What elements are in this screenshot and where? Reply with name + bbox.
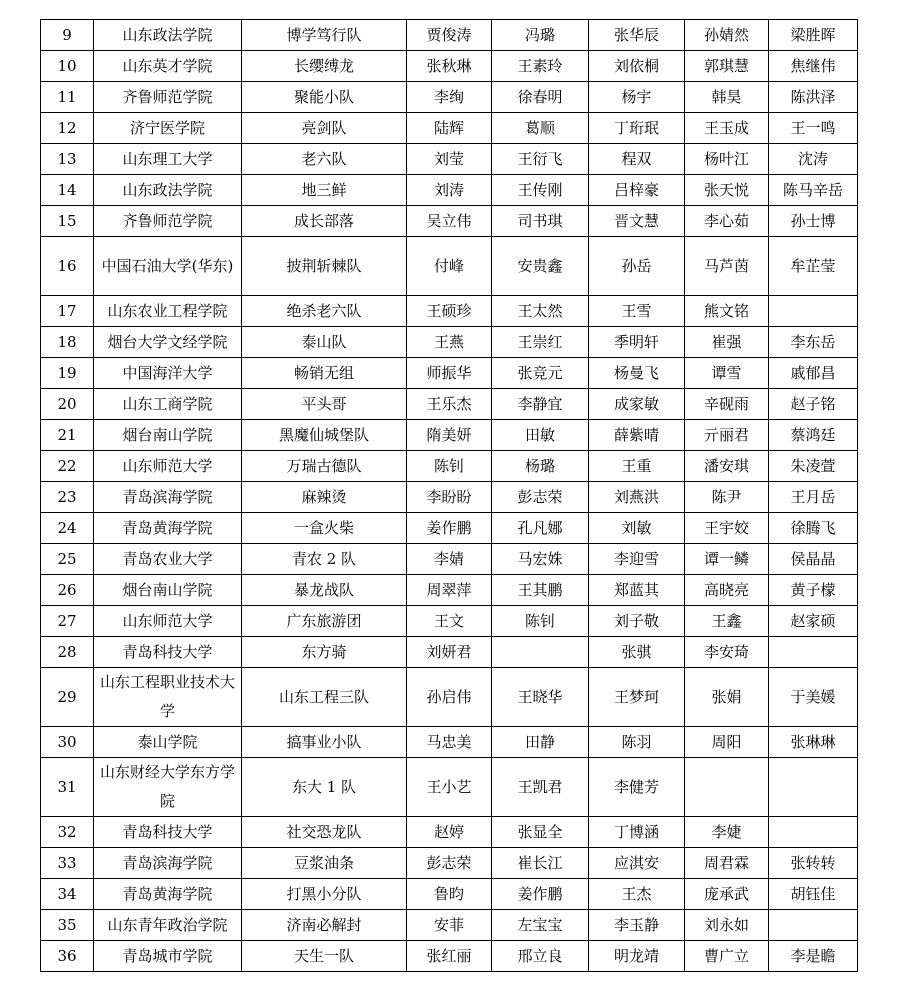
table-row [41,20,858,51]
team-name-cell: 聚能小队 [242,82,407,113]
member-1-cell: 付峰 [407,237,492,296]
member-3-cell: 丁博涵 [589,817,685,848]
member-4-cell: 亓丽君 [685,420,769,451]
member-3-cell: 吕梓豪 [589,175,685,206]
team-name-cell: 社交恐龙队 [242,817,407,848]
member-1-cell: 王乐杰 [407,389,492,420]
member-4-cell: 李婕 [685,817,769,848]
member-4-cell: 曹广立 [685,941,769,972]
member-4-cell: 韩昊 [685,82,769,113]
member-5-cell: 李是瞻 [769,941,858,972]
row-number-cell: 31 [41,758,94,817]
table-row [41,879,858,910]
table-row [41,544,858,575]
member-5-cell: 胡钰佳 [769,879,858,910]
member-1-cell: 李婧 [407,544,492,575]
team-name-cell: 长缨缚龙 [242,51,407,82]
school-cell: 山东青年政治学院 [94,910,242,941]
school-cell: 中国石油大学(华东) [94,237,242,296]
row-number-cell: 22 [41,451,94,482]
team-name-cell: 搞事业小队 [242,727,407,758]
member-2-cell: 王太然 [492,296,589,327]
school-cell: 青岛滨海学院 [94,482,242,513]
school-cell: 青岛科技大学 [94,817,242,848]
school-cell: 山东农业工程学院 [94,296,242,327]
school-cell: 山东工商学院 [94,389,242,420]
member-4-cell: 辛砚雨 [685,389,769,420]
member-2-cell: 冯璐 [492,20,589,51]
row-number-cell: 28 [41,637,94,668]
member-3-cell: 张华辰 [589,20,685,51]
member-1-cell: 王小艺 [407,758,492,817]
table-row [41,206,858,237]
school-cell: 济宁医学院 [94,113,242,144]
row-number-cell: 29 [41,668,94,727]
member-5-cell: 于美媛 [769,668,858,727]
row-number-cell: 13 [41,144,94,175]
member-1-cell: 王燕 [407,327,492,358]
table-row [41,237,858,296]
team-name-cell: 麻辣烫 [242,482,407,513]
member-2-cell: 崔长江 [492,848,589,879]
member-2-cell: 王凯君 [492,758,589,817]
school-cell: 青岛农业大学 [94,544,242,575]
school-cell: 山东理工大学 [94,144,242,175]
member-3-cell: 郑蓝其 [589,575,685,606]
member-3-cell: 杨曼飞 [589,358,685,389]
member-1-cell: 隋美妍 [407,420,492,451]
member-1-cell: 张红丽 [407,941,492,972]
member-5-cell [769,758,858,817]
member-2-cell: 左宝宝 [492,910,589,941]
row-number-cell: 20 [41,389,94,420]
member-4-cell: 谭一鳞 [685,544,769,575]
table-row [41,358,858,389]
school-cell: 山东师范大学 [94,606,242,637]
member-2-cell: 王衍飞 [492,144,589,175]
school-cell: 青岛科技大学 [94,637,242,668]
member-5-cell [769,817,858,848]
member-3-cell: 王杰 [589,879,685,910]
member-4-cell: 潘安琪 [685,451,769,482]
table-row [41,327,858,358]
member-1-cell: 周翠萍 [407,575,492,606]
member-2-cell: 司书琪 [492,206,589,237]
member-3-cell: 陈羽 [589,727,685,758]
member-4-cell: 崔强 [685,327,769,358]
member-4-cell: 刘永如 [685,910,769,941]
school-cell: 青岛黄海学院 [94,879,242,910]
member-3-cell: 程双 [589,144,685,175]
table-row [41,910,858,941]
row-number-cell: 14 [41,175,94,206]
member-3-cell: 刘燕洪 [589,482,685,513]
row-number-cell: 18 [41,327,94,358]
member-5-cell: 李东岳 [769,327,858,358]
member-4-cell: 杨叶江 [685,144,769,175]
member-1-cell: 吴立伟 [407,206,492,237]
member-3-cell: 晋文慧 [589,206,685,237]
member-2-cell: 孔凡娜 [492,513,589,544]
row-number-cell: 27 [41,606,94,637]
member-3-cell: 张骐 [589,637,685,668]
team-roster-table [40,19,858,972]
member-5-cell [769,296,858,327]
table-row [41,513,858,544]
row-number-cell: 17 [41,296,94,327]
row-number-cell: 23 [41,482,94,513]
row-number-cell: 34 [41,879,94,910]
team-name-cell: 博学笃行队 [242,20,407,51]
team-name-cell: 畅销无组 [242,358,407,389]
member-4-cell: 李心茹 [685,206,769,237]
member-4-cell: 郭琪慧 [685,51,769,82]
member-1-cell: 刘涛 [407,175,492,206]
school-cell: 泰山学院 [94,727,242,758]
table-row [41,941,858,972]
table-row [41,175,858,206]
member-5-cell [769,910,858,941]
member-2-cell: 杨璐 [492,451,589,482]
member-2-cell: 李静宜 [492,389,589,420]
school-cell: 烟台南山学院 [94,420,242,451]
row-number-cell: 30 [41,727,94,758]
table-row [41,606,858,637]
member-3-cell: 刘敏 [589,513,685,544]
member-3-cell: 李玉静 [589,910,685,941]
member-5-cell: 张琳琳 [769,727,858,758]
member-1-cell: 李盼盼 [407,482,492,513]
member-1-cell: 张秋琳 [407,51,492,82]
member-1-cell: 李绚 [407,82,492,113]
row-number-cell: 33 [41,848,94,879]
team-name-cell: 成长部落 [242,206,407,237]
member-4-cell: 周君霖 [685,848,769,879]
table-row [41,758,858,817]
member-2-cell: 王其鹏 [492,575,589,606]
member-3-cell: 明龙靖 [589,941,685,972]
team-name-cell: 青农 2 队 [242,544,407,575]
row-number-cell: 10 [41,51,94,82]
member-1-cell: 彭志荣 [407,848,492,879]
member-3-cell: 薛紫晴 [589,420,685,451]
team-name-cell: 泰山队 [242,327,407,358]
member-2-cell: 王崇红 [492,327,589,358]
member-3-cell: 孙岳 [589,237,685,296]
row-number-cell: 32 [41,817,94,848]
team-name-cell: 天生一队 [242,941,407,972]
team-name-cell: 广东旅游团 [242,606,407,637]
table-row [41,817,858,848]
member-2-cell: 王传刚 [492,175,589,206]
school-cell: 青岛城市学院 [94,941,242,972]
member-4-cell: 张天悦 [685,175,769,206]
member-1-cell: 刘妍君 [407,637,492,668]
school-cell: 烟台大学文经学院 [94,327,242,358]
member-2-cell: 田敏 [492,420,589,451]
table-row [41,575,858,606]
member-3-cell: 刘依桐 [589,51,685,82]
member-4-cell: 张娟 [685,668,769,727]
member-5-cell: 王月岳 [769,482,858,513]
member-3-cell: 王雪 [589,296,685,327]
row-number-cell: 24 [41,513,94,544]
member-5-cell: 赵子铭 [769,389,858,420]
member-1-cell: 姜作鹏 [407,513,492,544]
table-row [41,482,858,513]
member-4-cell: 熊文铭 [685,296,769,327]
table-row [41,848,858,879]
member-4-cell: 陈尹 [685,482,769,513]
table-row [41,113,858,144]
team-name-cell: 地三鲜 [242,175,407,206]
row-number-cell: 9 [41,20,94,51]
member-2-cell: 张显全 [492,817,589,848]
member-1-cell: 赵婷 [407,817,492,848]
member-5-cell: 沈涛 [769,144,858,175]
member-3-cell: 李健芳 [589,758,685,817]
member-5-cell: 赵家硕 [769,606,858,637]
member-5-cell: 戚郁昌 [769,358,858,389]
team-name-cell: 济南必解封 [242,910,407,941]
member-1-cell: 王文 [407,606,492,637]
table-row [41,389,858,420]
member-5-cell: 陈洪泽 [769,82,858,113]
member-5-cell: 焦继伟 [769,51,858,82]
member-3-cell: 刘子敬 [589,606,685,637]
member-2-cell: 张竞元 [492,358,589,389]
member-4-cell: 王鑫 [685,606,769,637]
school-cell: 山东政法学院 [94,175,242,206]
member-4-cell: 马芦茵 [685,237,769,296]
member-2-cell: 陈钊 [492,606,589,637]
member-4-cell [685,758,769,817]
member-4-cell: 高晓亮 [685,575,769,606]
row-number-cell: 16 [41,237,94,296]
member-5-cell: 王一鸣 [769,113,858,144]
table-row [41,296,858,327]
member-4-cell: 孙婧然 [685,20,769,51]
table-row [41,51,858,82]
row-number-cell: 11 [41,82,94,113]
table-row [41,451,858,482]
school-cell: 山东工程职业技术大学 [94,668,242,727]
team-name-cell: 万瑞古德队 [242,451,407,482]
school-cell: 山东英才学院 [94,51,242,82]
member-2-cell: 马宏姝 [492,544,589,575]
member-5-cell [769,637,858,668]
member-2-cell: 彭志荣 [492,482,589,513]
member-1-cell: 鲁昀 [407,879,492,910]
table-row [41,82,858,113]
member-1-cell: 师振华 [407,358,492,389]
team-name-cell: 东大 1 队 [242,758,407,817]
member-2-cell: 安贵鑫 [492,237,589,296]
member-2-cell: 王晓华 [492,668,589,727]
member-1-cell: 孙启伟 [407,668,492,727]
member-3-cell: 季明轩 [589,327,685,358]
team-name-cell: 暴龙战队 [242,575,407,606]
table-row [41,144,858,175]
member-3-cell: 杨宇 [589,82,685,113]
row-number-cell: 12 [41,113,94,144]
school-cell: 山东师范大学 [94,451,242,482]
table-body [41,20,858,972]
member-2-cell: 徐春明 [492,82,589,113]
member-4-cell: 王玉成 [685,113,769,144]
member-5-cell: 孙士博 [769,206,858,237]
member-3-cell: 成家敏 [589,389,685,420]
school-cell: 齐鲁师范学院 [94,82,242,113]
member-4-cell: 谭雪 [685,358,769,389]
member-1-cell: 王硕珍 [407,296,492,327]
member-5-cell: 黄子檬 [769,575,858,606]
team-name-cell: 平头哥 [242,389,407,420]
member-4-cell: 王宇姣 [685,513,769,544]
row-number-cell: 36 [41,941,94,972]
team-name-cell: 打黑小分队 [242,879,407,910]
table-row [41,668,858,727]
school-cell: 齐鲁师范学院 [94,206,242,237]
member-2-cell: 邢立良 [492,941,589,972]
member-3-cell: 王梦珂 [589,668,685,727]
row-number-cell: 21 [41,420,94,451]
member-5-cell: 陈马辛岳 [769,175,858,206]
member-3-cell: 应淇安 [589,848,685,879]
team-name-cell: 亮剑队 [242,113,407,144]
member-4-cell: 周阳 [685,727,769,758]
member-5-cell: 侯晶晶 [769,544,858,575]
row-number-cell: 15 [41,206,94,237]
member-4-cell: 李安琦 [685,637,769,668]
member-5-cell: 蔡鸿廷 [769,420,858,451]
table-row [41,637,858,668]
member-2-cell: 王素玲 [492,51,589,82]
table-row [41,727,858,758]
member-2-cell [492,637,589,668]
team-name-cell: 黑魔仙城堡队 [242,420,407,451]
member-2-cell: 葛顺 [492,113,589,144]
member-2-cell: 田静 [492,727,589,758]
member-5-cell: 朱凌萱 [769,451,858,482]
member-1-cell: 陆辉 [407,113,492,144]
member-2-cell: 姜作鹏 [492,879,589,910]
school-cell: 青岛滨海学院 [94,848,242,879]
row-number-cell: 19 [41,358,94,389]
row-number-cell: 25 [41,544,94,575]
member-3-cell: 王重 [589,451,685,482]
member-5-cell: 徐腾飞 [769,513,858,544]
team-name-cell: 东方骑 [242,637,407,668]
team-name-cell: 豆浆油条 [242,848,407,879]
member-3-cell: 李迎雪 [589,544,685,575]
team-name-cell: 绝杀老六队 [242,296,407,327]
school-cell: 烟台南山学院 [94,575,242,606]
member-3-cell: 丁珩珉 [589,113,685,144]
member-5-cell: 张转转 [769,848,858,879]
member-1-cell: 安菲 [407,910,492,941]
member-5-cell: 牟芷莹 [769,237,858,296]
member-1-cell: 陈钊 [407,451,492,482]
member-1-cell: 贾俊涛 [407,20,492,51]
member-1-cell: 马忠美 [407,727,492,758]
member-1-cell: 刘莹 [407,144,492,175]
team-name-cell: 老六队 [242,144,407,175]
school-cell: 青岛黄海学院 [94,513,242,544]
row-number-cell: 35 [41,910,94,941]
team-name-cell: 一盒火柴 [242,513,407,544]
team-name-cell: 山东工程三队 [242,668,407,727]
member-5-cell: 梁胜晖 [769,20,858,51]
team-name-cell: 披荆斩棘队 [242,237,407,296]
member-4-cell: 庞承武 [685,879,769,910]
row-number-cell: 26 [41,575,94,606]
school-cell: 山东财经大学东方学院 [94,758,242,817]
school-cell: 山东政法学院 [94,20,242,51]
school-cell: 中国海洋大学 [94,358,242,389]
table-row [41,420,858,451]
